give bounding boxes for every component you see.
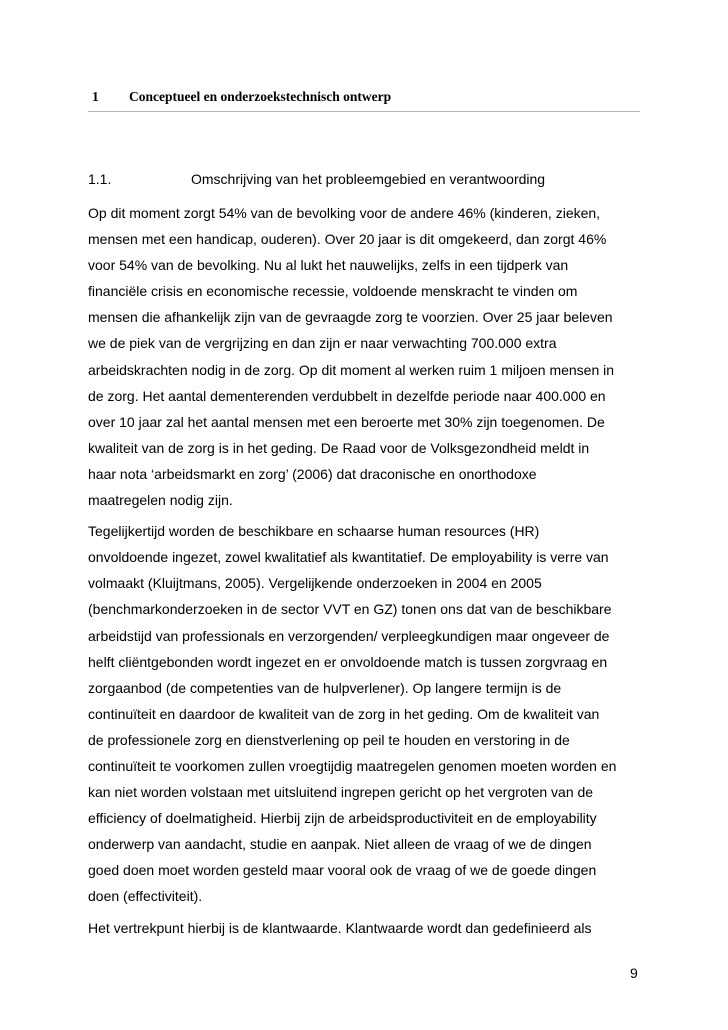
text-line: zorgaanbod (de competenties van de hulpverlener). Op langere termijn is de <box>88 679 562 696</box>
text-line: kwaliteit van de zorg is in het geding. De Raad voor de Volksgezondheid meldt in <box>88 439 590 456</box>
section-number: 1.1. <box>88 171 112 187</box>
text-line: we de piek van de vergrijzing en dan zijn er naar verwachting 700.000 extra <box>88 335 557 352</box>
text-line: (benchmarkonderzoeken in de sector VVT en GZ) tonen ons dat van de beschikbare <box>88 601 612 618</box>
text-line: doen (effectiviteit). <box>88 888 203 905</box>
header-divider <box>88 111 640 112</box>
text-line: mensen die afhankelijk zijn van de gevraagde zorg te voorzien. Over 25 jaar beleven <box>88 309 613 326</box>
text-line: kan niet worden volstaan met uitsluitend ingrepen gericht op het vergroten van de <box>88 784 594 801</box>
text-line: onvoldoende ingezet, zowel kwalitatief als kwantitatief. De employability is verre van <box>88 549 609 566</box>
text-line: goed doen moet worden gesteld maar vooral ook de vraag of we de goede dingen <box>88 862 597 879</box>
text-line: arbeidstijd van professionals en verzorgenden/ verpleegkundigen maar ongeveer de <box>88 627 610 644</box>
text-line: voor 54% van de bevolking. Nu al lukt het nauwelijks, zelfs in een tijdperk van <box>88 257 569 274</box>
text-line: Tegelijkertijd worden de beschikbare en schaarse human resources (HR) <box>88 523 540 540</box>
paragraph <box>88 518 644 909</box>
text-line: continuïteit en daardoor de kwaliteit van de zorg in het geding. Om de kwaliteit van <box>88 705 600 722</box>
chapter-title: Conceptueel en onderzoekstechnisch ontwerp <box>129 89 392 104</box>
paragraph <box>88 200 644 513</box>
text-line: maatregelen nodig zijn. <box>88 492 233 509</box>
text-line: de professionele zorg en dienstverlening op peil te houden en verstoring in de <box>88 731 570 748</box>
section-title: Omschrijving van het probleemgebied en verantwoording <box>191 171 546 187</box>
text-line: financiële crisis en economische recessie, voldoende menskracht te vinden om <box>88 283 578 300</box>
body-text <box>88 200 644 946</box>
text-line: efficiency of doelmatigheid. Hierbij zijn de arbeidsproductiviteit en de employability <box>88 810 597 827</box>
text-line: continuïteit te voorkomen zullen vroegtijdig maatregelen genomen moeten worden en <box>88 757 617 774</box>
text-line: helft cliëntgebonden wordt ingezet en er onvoldoende match is tussen zorgvraag en <box>88 653 608 670</box>
text-line: mensen met een handicap, ouderen). Over 20 jaar is dit omgekeerd, dan zorgt 46% <box>88 231 607 248</box>
text-line: de zorg. Het aantal dementerenden verdubbelt in dezelfde periode naar 400.000 en <box>88 387 606 404</box>
text-line: Op dit moment zorgt 54% van de bevolking voor de andere 46% (kinderen, zieken, <box>88 205 601 221</box>
text-line: haar nota ‘arbeidsmarkt en zorg’ (2006) dat draconische en onorthodoxe <box>88 465 537 482</box>
chapter-number: 1 <box>92 89 99 104</box>
text-line: over 10 jaar zal het aantal mensen met een beroerte met 30% zijn toegenomen. De <box>88 413 605 430</box>
text-line: arbeidskrachten nodig in de zorg. Op dit moment al werken ruim 1 miljoen mensen in <box>88 361 615 378</box>
text-line: Het vertrekpunt hierbij is de klantwaarde. Klantwaarde wordt dan gedefinieerd als <box>88 919 592 936</box>
text-line: onderwerp van aandacht, studie en aanpak. Niet alleen de vraag of we de dingen <box>88 836 592 853</box>
paragraph <box>88 915 644 941</box>
page-number: 9 <box>630 965 638 981</box>
text-line: volmaakt (Kluijtmans, 2005). Vergelijkende onderzoeken in 2004 en 2005 <box>88 575 542 592</box>
